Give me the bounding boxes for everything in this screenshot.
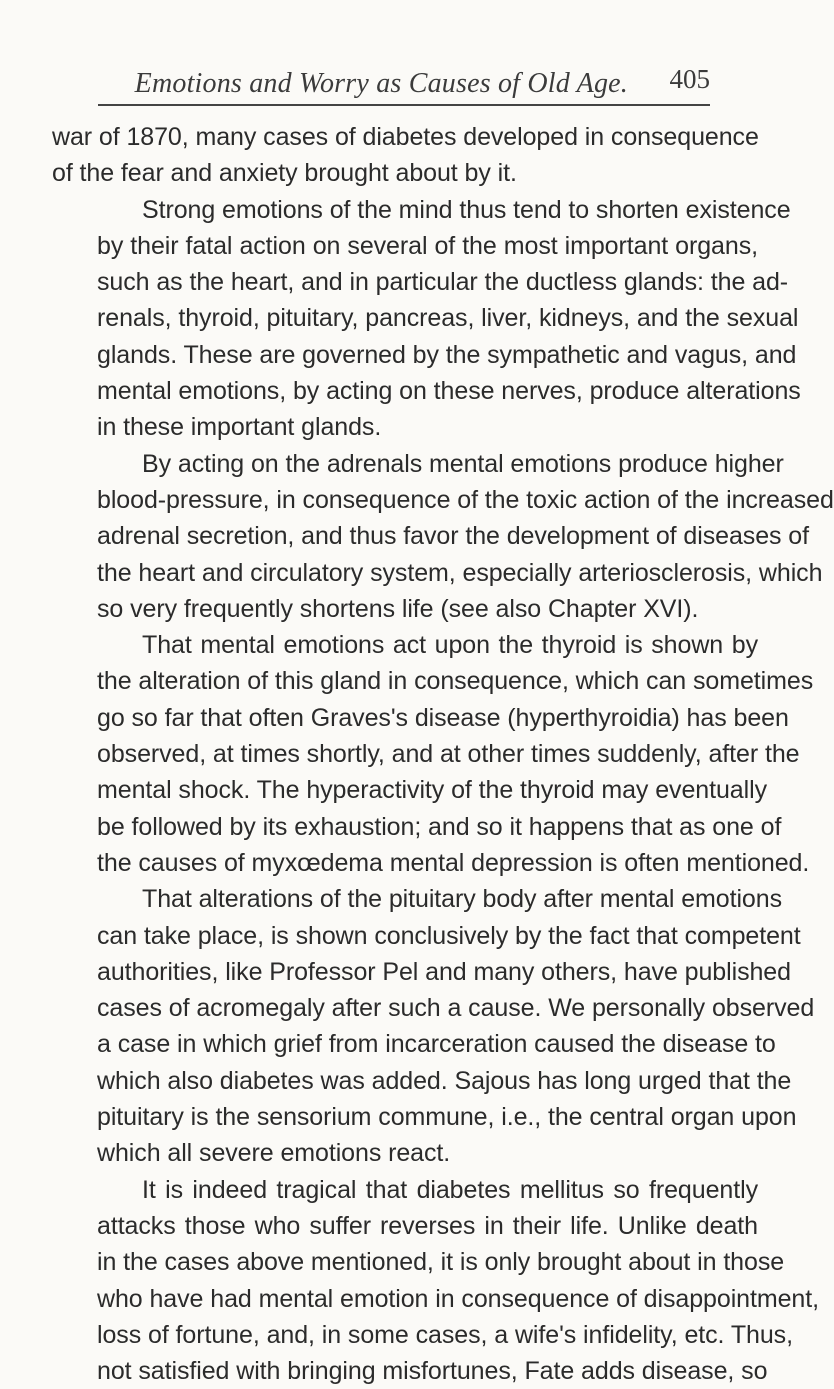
text-line: can take place, is shown conclusively by the fact that competent [97,921,801,950]
text-line: mental shock. The hyperactivity of the thyroid may eventually [97,776,767,805]
text-line: a case in which grief from incarceration caused the disease to [97,1030,776,1059]
paragraph-6 [52,1172,819,1389]
text-line: By acting on the adrenals mental emotions produce higher [142,449,784,478]
text-line: the causes of myxœdema mental depression is often mentioned. [97,848,810,877]
text-line: renals, thyroid, pituitary, pancreas, liver, kidneys, and the sexual [97,304,799,333]
text-line: in the cases above mentioned, it is only brought about in those [97,1248,785,1277]
text-line: go so far that often Graves's disease (hyperthyroidia) has been [97,703,789,732]
text-line: war of 1870, many cases of diabetes developed in consequence [52,123,759,151]
page-number: 405 [669,64,710,94]
paragraph-3 [52,446,834,627]
paragraph-5 [52,881,815,1171]
text-line: the alteration of this gland in consequence, which can sometimes [97,667,814,696]
text-line: attacks those who suffer reverses in their life. Unlike death [97,1211,758,1240]
text-line: who have had mental emotion in consequence of disappointment, [97,1284,819,1313]
text-line: which also diabetes was added. Sajous has long urged that the [97,1066,792,1095]
text-line: loss of fortune, and, in some cases, a wife's infidelity, etc. Thus, [97,1320,793,1349]
text-line: adrenal secretion, and thus favor the development of diseases of [97,522,809,551]
page-header [98,64,710,104]
paragraph-2 [52,192,801,446]
running-head: Emotions and Worry as Causes of Old Age. [134,68,628,99]
text-line: pituitary is the sensorium commune, i.e., the central organ upon [97,1103,797,1132]
header-rule [98,104,710,106]
body-text [52,119,834,1386]
paragraph-4 [52,627,814,881]
text-line: That mental emotions act upon the thyroid is shown by [142,631,758,660]
text-line: Strong emotions of the mind thus tend to shorten existence [142,195,791,224]
text-line: cases of acromegaly after such a cause. We personally observed [97,994,815,1023]
text-line: such as the heart, and in particular the ductless glands: the ad- [97,268,789,297]
text-line: blood-pressure, in consequence of the toxic action of the increased [97,485,834,514]
text-line: not satisfied with bringing misfortunes, Fate adds disease, so [97,1357,768,1386]
text-line: be followed by its exhaustion; and so it happens that as one of [97,812,782,841]
text-line: so very frequently shortens life (see also Chapter XVI). [97,594,699,623]
text-line: authorities, like Professor Pel and many others, have published [97,957,791,986]
text-line: in these important glands. [97,413,382,442]
text-line: It is indeed tragical that diabetes mellitus so frequently [142,1175,758,1204]
text-line: mental emotions, by acting on these nerves, produce alterations [97,377,801,406]
text-line: the heart and circulatory system, especially arteriosclerosis, which [97,558,823,587]
text-line: observed, at times shortly, and at other times suddenly, after the [97,740,800,769]
paragraph-1 [52,119,758,192]
text-line: glands. These are governed by the sympathetic and vagus, and [97,340,797,369]
text-line: by their fatal action on several of the most important organs, [97,231,758,260]
text-line: That alterations of the pituitary body after mental emotions [142,885,782,914]
text-line: of the fear and anxiety brought about by it. [52,159,517,188]
text-line: which all severe emotions react. [97,1139,451,1168]
